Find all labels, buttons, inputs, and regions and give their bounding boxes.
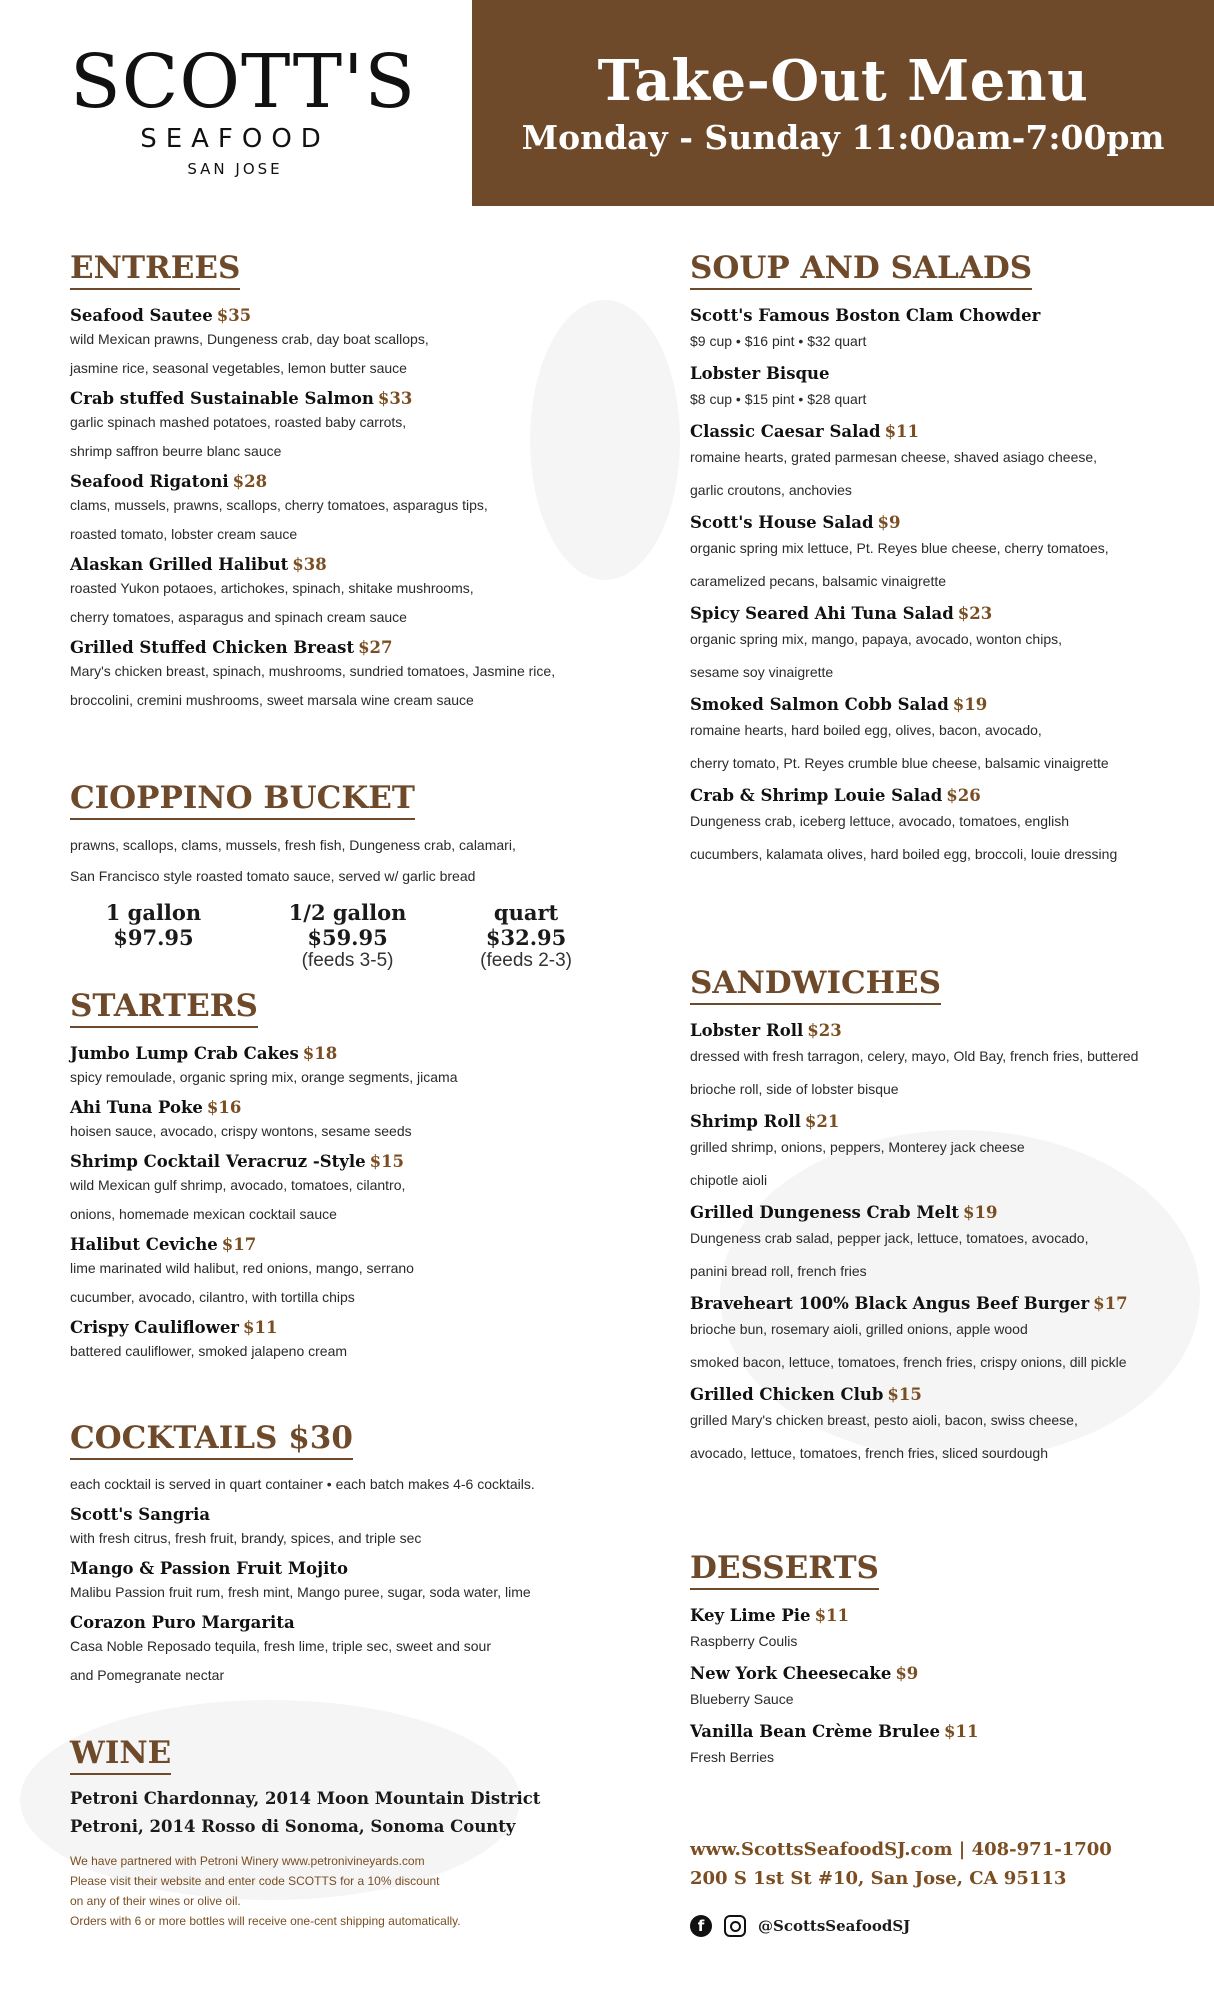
item-description: organic spring mix lettuce, Pt. Reyes blue cheese, cherry tomatoes,: [690, 540, 1109, 556]
item-price: $28: [232, 472, 268, 491]
item-title: Ahi Tuna Poke: [70, 1098, 203, 1117]
item-description: avocado, lettuce, tomatoes, french fries, sliced sourdough: [690, 1445, 1048, 1461]
item-description: jasmine rice, seasonal vegetables, lemon butter sauce: [70, 360, 407, 376]
item-description: onions, homemade mexican cocktail sauce: [70, 1206, 337, 1222]
logo-name: SCOTT'S: [70, 39, 417, 125]
item-title: Scott's Famous Boston Clam Chowder: [690, 306, 1041, 325]
item-price: $11: [814, 1606, 850, 1625]
logo: [70, 39, 417, 178]
item-price: $16: [206, 1098, 242, 1117]
logo-sub: SEAFOOD: [140, 124, 330, 154]
menu-item-name: [690, 422, 1190, 441]
item-description: grilled shrimp, onions, peppers, Monterey jack cheese: [690, 1139, 1025, 1155]
item-description: Raspberry Coulis: [690, 1633, 798, 1649]
menu-item-name: [690, 1203, 1190, 1222]
item-title: Spicy Seared Ahi Tuna Salad: [690, 604, 954, 623]
social-links: [690, 1915, 1190, 1937]
item-description: organic spring mix, mango, papaya, avocado, wonton chips,: [690, 631, 1062, 647]
item-description: wild Mexican prawns, Dungeness crab, day boat scallops,: [70, 331, 429, 347]
item-title: Alaskan Grilled Halibut: [70, 555, 289, 574]
item-title: Crispy Cauliflower: [70, 1318, 240, 1337]
item-price: $21: [804, 1112, 840, 1131]
address: 200 S 1st St #10, San Jose, CA 95113: [690, 1868, 1067, 1889]
menu-item-name: [690, 1664, 1190, 1683]
sandwiches-list: [690, 1021, 1190, 1470]
instagram-icon[interactable]: [724, 1915, 746, 1937]
item-description: and Pomegranate nectar: [70, 1667, 225, 1683]
contact-section: [690, 1835, 1190, 1937]
section-title: DESSERTS: [690, 1550, 879, 1590]
item-price: $17: [221, 1235, 257, 1254]
menu-item-name: [70, 1044, 630, 1063]
logo-city: SAN JOSE: [187, 160, 283, 178]
social-handle[interactable]: @ScottsSeafoodSJ: [758, 1917, 911, 1935]
menu-item-name: [70, 555, 630, 574]
wine-note-line: We have partnered with Petroni Winery www.petronivineyards.com: [70, 1854, 425, 1868]
menu-item-name: [690, 1385, 1190, 1404]
bucket-gallon: [62, 900, 245, 972]
item-description: shrimp saffron beurre blanc sauce: [70, 443, 282, 459]
item-description: $9 cup • $16 pint • $32 quart: [690, 333, 867, 349]
section-title: WINE: [70, 1735, 171, 1775]
menu-item-name: [70, 389, 630, 408]
cocktails-list: [70, 1505, 630, 1690]
menu-item-name: [690, 1722, 1190, 1741]
item-description: dressed with fresh tarragon, celery, mayo, Old Bay, french fries, buttered: [690, 1048, 1139, 1064]
item-description: hoisen sauce, avocado, crispy wontons, sesame seeds: [70, 1123, 412, 1139]
item-description: cucumbers, kalamata olives, hard boiled egg, broccoli, louie dressing: [690, 846, 1118, 862]
wine-note-line: Please visit their website and enter code SCOTTS for a 10% discount: [70, 1874, 440, 1888]
wine-section: [70, 1735, 630, 1931]
item-price: $11: [243, 1318, 278, 1337]
item-description: cherry tomatoes, asparagus and spinach cream sauce: [70, 609, 407, 625]
item-description: garlic spinach mashed potatoes, roasted baby carrots,: [70, 414, 407, 430]
item-description: cucumber, avocado, cilantro, with tortilla chips: [70, 1289, 355, 1305]
menu-item-name: [690, 364, 1190, 383]
item-price: $27: [358, 638, 393, 657]
item-title: Grilled Dungeness Crab Melt: [690, 1203, 959, 1222]
item-price: $15: [887, 1385, 922, 1404]
item-title: Scott's Sangria: [70, 1505, 211, 1524]
bucket-label: 1 gallon $97.95: [105, 900, 202, 950]
item-description: Fresh Berries: [690, 1749, 775, 1765]
item-title: Corazon Puro Margarita: [70, 1613, 295, 1632]
item-title: Grilled Stuffed Chicken Breast: [70, 638, 355, 657]
section-title: CIOPPINO BUCKET: [70, 780, 415, 820]
wine-item: Petroni, 2014 Rosso di Sonoma, Sonoma County: [70, 1817, 516, 1836]
menu-item-name: [690, 1294, 1190, 1313]
item-description: smoked bacon, lettuce, tomatoes, french fries, crispy onions, dill pickle: [690, 1354, 1127, 1370]
menu-item-name: [70, 1152, 630, 1171]
sandwiches-section: [690, 965, 1190, 1550]
item-price: $33: [377, 389, 413, 408]
item-description: chipotle aioli: [690, 1172, 768, 1188]
menu-item-name: [690, 604, 1190, 623]
item-title: Jumbo Lump Crab Cakes: [70, 1044, 299, 1063]
item-price: $26: [946, 786, 981, 805]
starters-list: [70, 1044, 630, 1366]
item-description: caramelized pecans, balsamic vinaigrette: [690, 573, 947, 589]
item-description: lime marinated wild halibut, red onions, mango, serrano: [70, 1260, 414, 1276]
item-title: Crab stuffed Sustainable Salmon: [70, 389, 374, 408]
item-price: $18: [302, 1044, 338, 1063]
left-column: [70, 250, 630, 1931]
item-title: Shrimp Cocktail Veracruz -Style: [70, 1152, 366, 1171]
item-description: Malibu Passion fruit rum, fresh mint, Mango puree, sugar, soda water, lime: [70, 1584, 531, 1600]
hours: Monday - Sunday 11:00am-7:00pm: [521, 118, 1165, 157]
item-price: $11: [944, 1722, 979, 1741]
item-description: broccolini, cremini mushrooms, sweet marsala wine cream sauce: [70, 692, 474, 708]
item-title: Lobster Roll: [690, 1021, 804, 1040]
menu-item-name: [70, 1318, 630, 1337]
item-title: Smoked Salmon Cobb Salad: [690, 695, 949, 714]
item-title: Braveheart 100% Black Angus Beef Burger: [690, 1294, 1090, 1313]
item-description: romaine hearts, grated parmesan cheese, shaved asiago cheese,: [690, 449, 1098, 465]
item-title: Seafood Rigatoni: [70, 472, 229, 491]
menu-item-name: [70, 1235, 630, 1254]
cioppino-section: [70, 780, 630, 988]
cioppino-desc-2: San Francisco style roasted tomato sauce, served w/ garlic bread: [70, 868, 476, 884]
item-price: $19: [962, 1203, 998, 1222]
cocktails-section: [70, 1420, 630, 1735]
menu-item-name: [690, 306, 1190, 325]
menu-item-name: [70, 306, 630, 325]
bucket-note: (feeds 3-5): [301, 950, 394, 971]
item-price: $35: [216, 306, 252, 325]
item-title: Lobster Bisque: [690, 364, 830, 383]
cioppino-desc-1: prawns, scallops, clams, mussels, fresh fish, Dungeness crab, calamari,: [70, 837, 516, 853]
item-description: roasted tomato, lobster cream sauce: [70, 526, 298, 542]
item-title: Classic Caesar Salad: [690, 422, 881, 441]
item-description: wild Mexican gulf shrimp, avocado, tomatoes, cilantro,: [70, 1177, 406, 1193]
entrees-section: [70, 250, 630, 780]
menu-item-name: [690, 786, 1190, 805]
item-description: with fresh citrus, fresh fruit, brandy, spices, and triple sec: [70, 1530, 422, 1546]
entrees-list: [70, 306, 630, 715]
section-title: SANDWICHES: [690, 965, 941, 1005]
bucket-note: (feeds 2-3): [480, 950, 572, 971]
item-title: New York Cheesecake: [690, 1664, 892, 1683]
starters-section: [70, 988, 630, 1420]
menu-item-name: [70, 1613, 630, 1632]
item-description: $8 cup • $15 pint • $28 quart: [690, 391, 867, 407]
item-description: romaine hearts, hard boiled egg, olives, bacon, avocado,: [690, 722, 1042, 738]
item-description: brioche roll, side of lobster bisque: [690, 1081, 899, 1097]
item-title: Vanilla Bean Crème Brulee: [690, 1722, 941, 1741]
item-title: Scott's House Salad: [690, 513, 874, 532]
section-title: ENTREES: [70, 250, 240, 290]
item-description: roasted Yukon potaoes, artichokes, spinach, shitake mushrooms,: [70, 580, 474, 596]
page-title: Take-Out Menu: [597, 48, 1089, 114]
wine-note-line: Orders with 6 or more bottles will receive one-cent shipping automatically.: [70, 1914, 461, 1928]
section-title: SOUP AND SALADS: [690, 250, 1032, 290]
cocktails-intro: each cocktail is served in quart container • each batch makes 4-6 cocktails.: [70, 1476, 535, 1492]
bucket-sizes: [62, 900, 602, 972]
bucket-label: quart $32.95: [485, 900, 567, 950]
item-price: $19: [952, 695, 988, 714]
item-price: $23: [807, 1021, 842, 1040]
item-title: Mango & Passion Fruit Mojito: [70, 1559, 349, 1578]
item-description: brioche bun, rosemary aioli, grilled onions, apple wood: [690, 1321, 1028, 1337]
item-description: Casa Noble Reposado tequila, fresh lime, triple sec, sweet and sour: [70, 1638, 491, 1654]
item-title: Crab & Shrimp Louie Salad: [690, 786, 943, 805]
item-description: grilled Mary's chicken breast, pesto aioli, bacon, swiss cheese,: [690, 1412, 1078, 1428]
bucket-quart: [450, 900, 602, 972]
menu-item-name: [70, 638, 630, 657]
menu-item-name: [70, 1559, 630, 1578]
bucket-half-gallon: [245, 900, 450, 972]
desserts-list: [690, 1606, 1190, 1774]
desserts-section: [690, 1550, 1190, 1835]
right-column: [690, 250, 1190, 1937]
item-description: Mary's chicken breast, spinach, mushrooms, sundried tomatoes, Jasmine rice,: [70, 663, 556, 679]
item-price: $23: [957, 604, 993, 623]
section-title: COCKTAILS $30: [70, 1420, 353, 1460]
soups-list: [690, 306, 1190, 871]
item-title: Grilled Chicken Club: [690, 1385, 884, 1404]
item-title: Shrimp Roll: [690, 1112, 801, 1131]
wine-note: [70, 1851, 630, 1931]
menu-item-name: [690, 1112, 1190, 1131]
item-description: Dungeness crab, iceberg lettuce, avocado, tomatoes, english: [690, 813, 1070, 829]
menu-item-name: [70, 1505, 630, 1524]
bucket-label: 1/2 gallon $59.95: [288, 900, 407, 950]
item-description: clams, mussels, prawns, scallops, cherry tomatoes, asparagus tips,: [70, 497, 488, 513]
soups-section: [690, 250, 1190, 965]
menu-item-name: [690, 1606, 1190, 1625]
item-description: battered cauliflower, smoked jalapeno cream: [70, 1343, 348, 1359]
item-description: cherry tomato, Pt. Reyes crumble blue cheese, balsamic vinaigrette: [690, 755, 1109, 771]
item-price: $15: [369, 1152, 405, 1171]
item-price: $38: [292, 555, 327, 574]
menu-item-name: [690, 513, 1190, 532]
item-title: Seafood Sautee: [70, 306, 213, 325]
menu-item-name: [690, 695, 1190, 714]
item-description: Dungeness crab salad, pepper jack, lettuce, tomatoes, avocado,: [690, 1230, 1089, 1246]
wine-item: Petroni Chardonnay, 2014 Moon Mountain District: [70, 1789, 541, 1808]
website-phone[interactable]: www.ScottsSeafoodSJ.com | 408-971-1700: [690, 1839, 1112, 1860]
item-description: spicy remoulade, organic spring mix, orange segments, jicama: [70, 1069, 458, 1085]
item-description: garlic croutons, anchovies: [690, 482, 852, 498]
header-banner: [472, 0, 1214, 206]
item-price: $11: [884, 422, 920, 441]
wine-note-line: on any of their wines or olive oil.: [70, 1894, 241, 1908]
facebook-icon[interactable]: f: [690, 1915, 712, 1937]
menu-item-name: [70, 1098, 630, 1117]
item-price: $9: [895, 1664, 919, 1683]
menu-item-name: [70, 472, 630, 491]
item-description: Blueberry Sauce: [690, 1691, 794, 1707]
item-description: sesame soy vinaigrette: [690, 664, 834, 680]
item-title: Halibut Ceviche: [70, 1235, 218, 1254]
item-price: $9: [877, 513, 901, 532]
item-description: panini bread roll, french fries: [690, 1263, 867, 1279]
menu-item-name: [690, 1021, 1190, 1040]
section-title: STARTERS: [70, 988, 258, 1028]
item-title: Key Lime Pie: [690, 1606, 811, 1625]
item-price: $17: [1093, 1294, 1128, 1313]
